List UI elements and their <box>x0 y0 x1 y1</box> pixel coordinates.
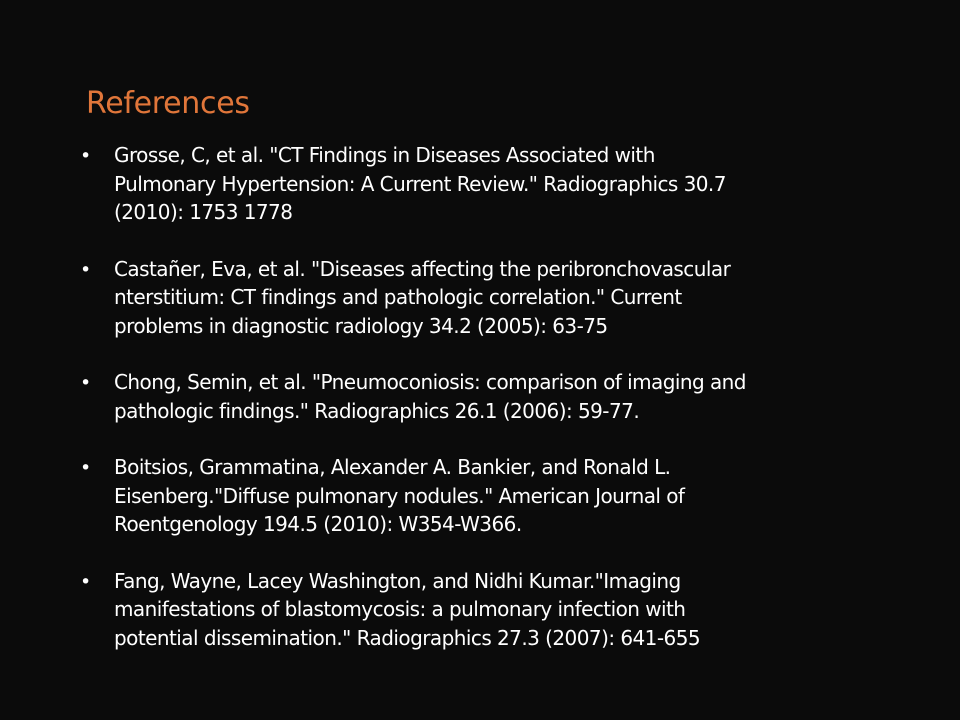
bullet-icon: • <box>80 372 92 394</box>
reference-line: Grosse, C, et al. "CT Findings in Diseases Associated with <box>114 143 655 167</box>
reference-text <box>114 141 889 227</box>
reference-line: nterstitium: CT findings and pathologic correlation." Current <box>114 285 682 309</box>
reference-text <box>114 567 889 653</box>
reference-line: (2010): 1753 1778 <box>114 200 293 224</box>
bullet-icon: • <box>80 258 92 281</box>
reference-line: Fang, Wayne, Lacey Washington, and Nidhi Kumar."Imaging <box>114 568 681 593</box>
reference-line: problems in diagnostic radiology 34.2 (2005): 63-75 <box>114 313 608 338</box>
reference-line: Castañer, Eva, et al. "Diseases affecting the peribronchovascular <box>114 256 731 281</box>
slide-title: References <box>86 86 250 121</box>
reference-line: potential dissemination." Radiographics 27.3 (2007): 641-655 <box>114 625 701 650</box>
bullet-icon: • <box>80 570 92 593</box>
reference-line: Chong, Semin, et al. "Pneumoconiosis: comparison of imaging and <box>114 370 746 394</box>
reference-line: pathologic findings." Radiographics 26.1 (2006): 59-77. <box>114 398 640 423</box>
reference-line: Pulmonary Hypertension: A Current Review." Radiographics 30.7 <box>114 171 726 196</box>
reference-line: Roentgenology 194.5 (2010): W354-W366. <box>114 512 522 536</box>
bullet-icon: • <box>80 457 92 479</box>
reference-text <box>114 453 889 539</box>
reference-item <box>0 453 960 539</box>
reference-item <box>0 141 960 227</box>
reference-line: Eisenberg."Diffuse pulmonary nodules." American Journal of <box>114 483 685 508</box>
reference-list <box>0 141 960 680</box>
reference-item <box>0 567 960 653</box>
reference-line: Boitsios, Grammatina, Alexander A. Bankier, and Ronald L. <box>114 455 671 479</box>
reference-item <box>0 255 960 341</box>
reference-text <box>114 255 889 341</box>
reference-item <box>0 368 960 425</box>
reference-line: manifestations of blastomycosis: a pulmonary infection with <box>114 597 686 621</box>
reference-text <box>114 368 889 425</box>
bullet-icon: • <box>80 145 92 167</box>
